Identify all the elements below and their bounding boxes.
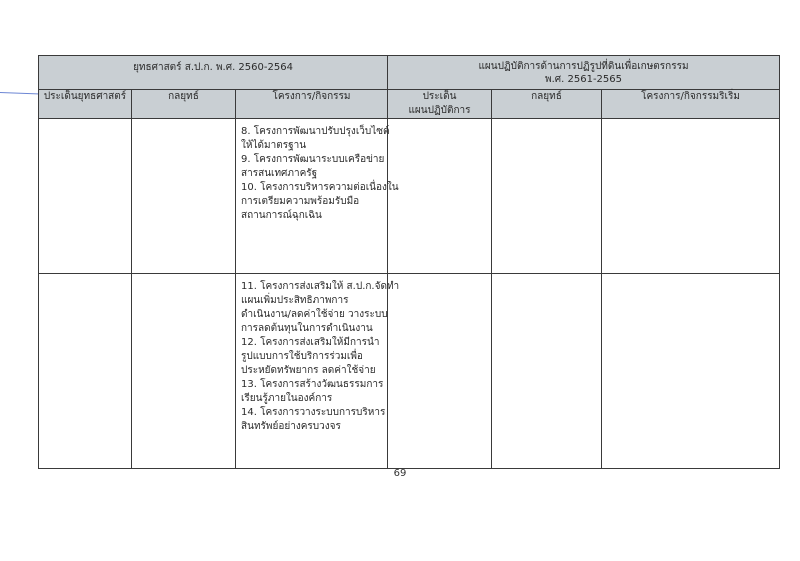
strategic-issue-cell <box>39 119 132 274</box>
project-line: ประหยัดทรัพยากร ลดค่าใช้จ่าย <box>241 365 376 376</box>
project-line: 11. โครงการส่งเสริมให้ ส.ป.ก.จัดทำ <box>241 281 400 292</box>
initiative-cell <box>602 119 780 274</box>
strategy-cell <box>132 274 236 469</box>
project-line: แผนเพิ่มประสิทธิภาพการ <box>241 295 349 306</box>
action-plan-years: พ.ศ. 2561-2565 <box>545 74 622 85</box>
project-line: 12. โครงการส่งเสริมให้มีการนำ <box>241 337 380 348</box>
col-initiative-projects: โครงการ/กิจกรรมริเริ่ม <box>602 90 780 119</box>
project-line: สารสนเทศภาครัฐ <box>241 168 318 179</box>
header-group-row <box>39 56 780 90</box>
project-line: สถานการณ์ฉุกเฉิน <box>241 210 322 221</box>
plan-strategy-cell <box>492 119 602 274</box>
table-row <box>39 119 780 274</box>
project-line: 14. โครงการวางระบบการบริหาร <box>241 407 386 418</box>
projects-cell <box>236 119 399 274</box>
col-strategic-issue: ประเด็นยุทธศาสตร์ <box>39 90 132 119</box>
plan-strategy-cell <box>492 274 602 469</box>
action-plan-title: แผนปฏิบัติการด้านการปฏิรูปที่ดินเพื่อเกษตรกรรม <box>478 61 689 72</box>
projects-cell <box>236 274 400 469</box>
plan-issue-cell <box>388 119 492 274</box>
initiative-cell <box>602 274 780 469</box>
column-header-row <box>39 90 780 119</box>
col-plan-issue <box>388 90 492 119</box>
project-line: 10. โครงการบริหารความต่อเนื่องใน <box>241 182 399 193</box>
project-line: การเตรียมความพร้อมรับมือ <box>241 196 360 207</box>
project-line: ให้ได้มาตรฐาน <box>241 140 307 151</box>
project-line: ดำเนินงาน/ลดค่าใช้จ่าย วางระบบ <box>241 309 388 320</box>
project-line: เรียนรู้ภายในองค์การ <box>241 393 333 404</box>
project-line: การลดต้นทุนในการดำเนินงาน <box>241 323 373 334</box>
action-plan-table <box>38 55 780 469</box>
table-row <box>39 274 780 469</box>
col-projects: โครงการ/กิจกรรม <box>236 90 388 119</box>
col-plan-issue-line1: ประเด็น <box>422 91 457 102</box>
action-plan-group-header <box>388 56 780 90</box>
page-number: 69 <box>393 468 407 479</box>
project-line: 13. โครงการสร้างวัฒนธรรมการ <box>241 379 384 390</box>
strategic-issue-cell <box>39 274 132 469</box>
project-line: 8. โครงการพัฒนาปรับปรุงเว็บไซต์ <box>241 126 390 137</box>
col-plan-issue-line2: แผนปฏิบัติการ <box>408 105 471 116</box>
project-line: 9. โครงการพัฒนาระบบเครือข่าย <box>241 154 385 165</box>
project-line: รูปแบบการใช้บริการร่วมเพื่อ <box>241 351 363 362</box>
plan-issue-cell <box>388 274 492 469</box>
strategy-cell <box>132 119 236 274</box>
project-line: สินทรัพย์อย่างครบวงจร <box>241 421 341 432</box>
strategy-group-header: ยุทธศาสตร์ ส.ป.ก. พ.ศ. 2560-2564 <box>39 56 388 90</box>
col-strategy: กลยุทธ์ <box>132 90 236 119</box>
col-plan-strategy: กลยุทธ์ <box>492 90 602 119</box>
